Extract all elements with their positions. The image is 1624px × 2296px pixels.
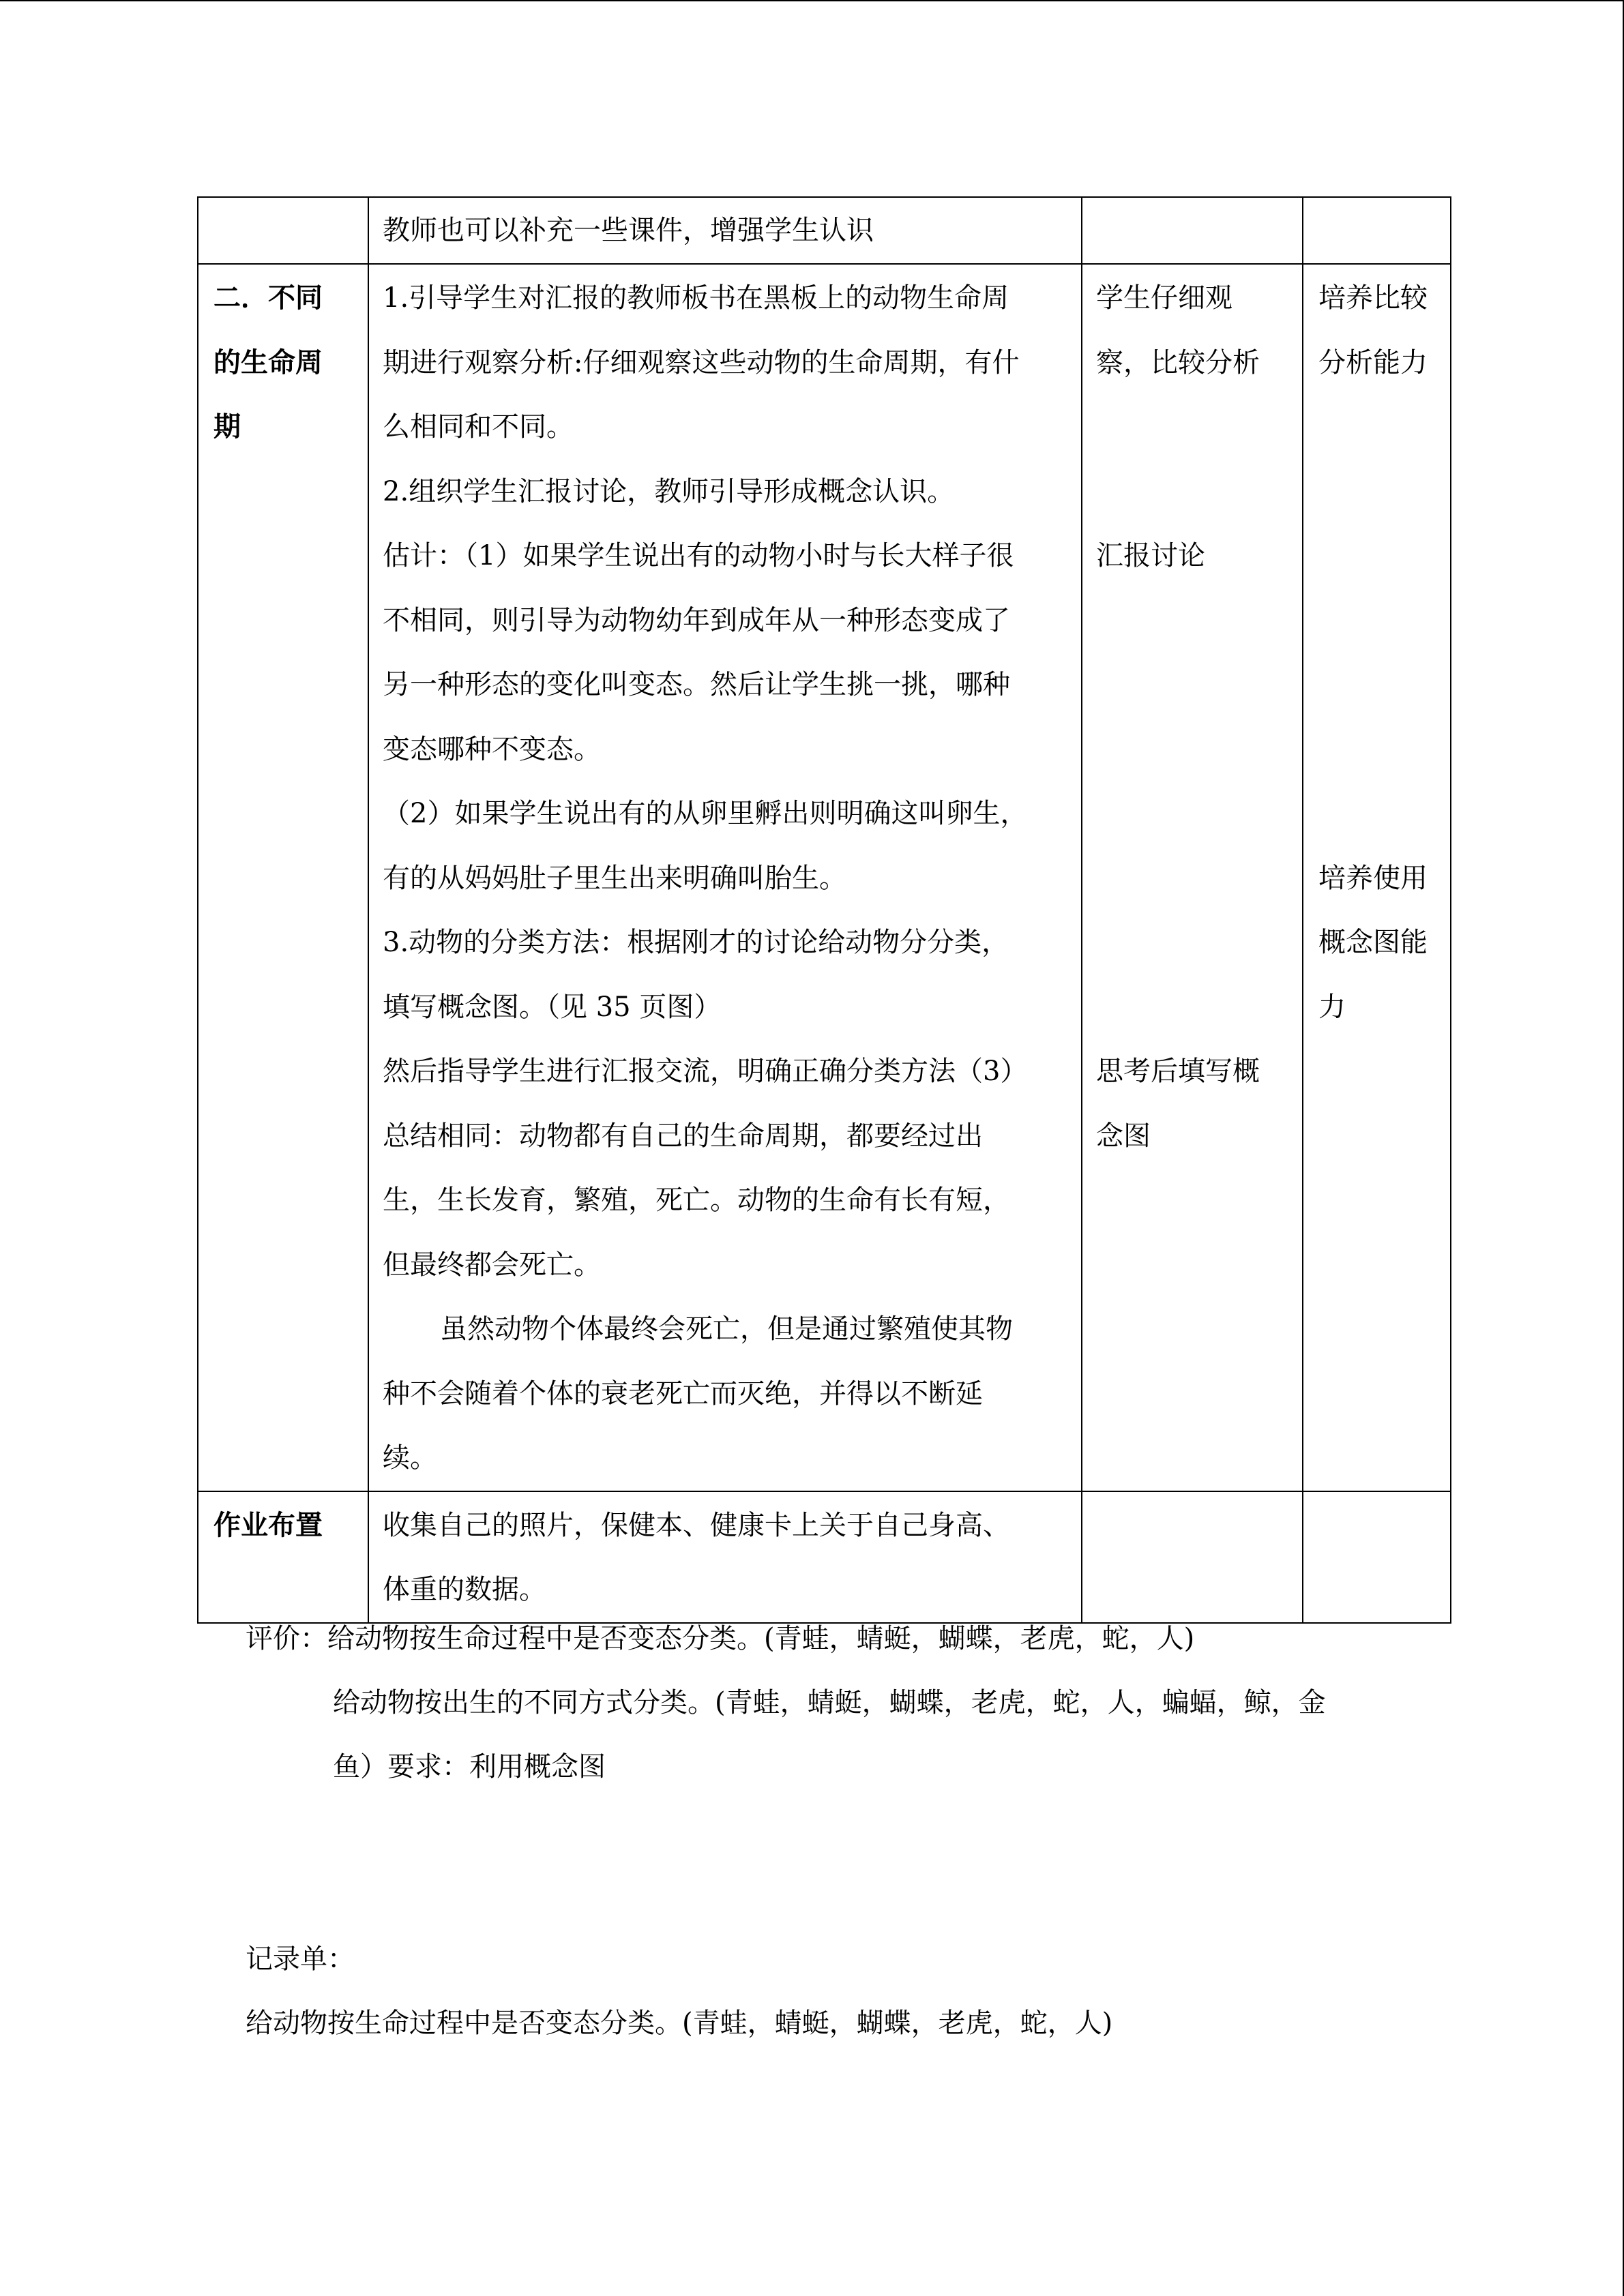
student-line: 思考后填写概 xyxy=(1096,1056,1260,1087)
activity-line: 期进行观察分析:仔细观察这些动物的生命周期，有什 xyxy=(383,346,1020,378)
activity-line: 1.引导学生对汇报的教师板书在黑板上的动物生命周 xyxy=(383,282,1009,314)
goal-line: 概念图能 xyxy=(1318,927,1428,958)
homework-line: 体重的数据。 xyxy=(383,1574,546,1605)
goal-cell xyxy=(1303,197,1451,264)
goal-line: 培养使用 xyxy=(1318,862,1428,894)
table-row xyxy=(198,1491,1451,1623)
stage-title-line: 的生命周 xyxy=(213,346,323,378)
lesson-plan-table xyxy=(197,196,1451,1624)
record-line: 给动物按生命过程中是否变态分类。(青蛙，蜻蜓，蝴蝶，老虎，蛇，人) xyxy=(246,2008,1113,2039)
activity-line: 变态哪种不变态。 xyxy=(383,733,601,765)
activity-line: 种不会随着个体的衰老死亡而灭绝，并得以不断延 xyxy=(383,1377,983,1410)
activity-line: 2.组织学生汇报讨论，教师引导形成概念认识。 xyxy=(383,475,955,507)
student-line: 汇报讨论 xyxy=(1096,540,1205,571)
evaluation-section xyxy=(246,1607,1326,1799)
student-line: 学生仔细观 xyxy=(1096,282,1232,314)
activity-line: 有的从妈妈肚子里生出来明确叫胎生。 xyxy=(383,862,846,894)
activity-line: 不相同，则引导为动物幼年到成年从一种形态变成了 xyxy=(383,604,1010,636)
activity-line: 么相同和不同。 xyxy=(383,411,574,443)
stage-title-line: 期 xyxy=(213,411,241,443)
student-line: 察，比较分析 xyxy=(1096,346,1260,378)
student-cell xyxy=(1082,197,1303,264)
stage-title-line: 二．不同 xyxy=(213,282,323,314)
goal-cell xyxy=(1303,264,1451,1491)
activity-line: 总结相同：动物都有自己的生命周期，都要经过出 xyxy=(383,1120,983,1152)
activity-line: 然后指导学生进行汇报交流，明确正确分类方法（3） xyxy=(383,1056,1028,1087)
activity-line: （2）如果学生说出有的从卵里孵出则明确这叫卵生， xyxy=(383,798,1028,829)
activity-line: 但最终都会死亡。 xyxy=(383,1249,601,1281)
record-section xyxy=(246,1927,1112,2055)
activity-line: 虽然动物个体最终会死亡，但是通过繁殖使其物 xyxy=(440,1313,1013,1345)
activity-cell xyxy=(368,197,1082,264)
activity-cell xyxy=(368,1491,1082,1623)
activity-text: 教师也可以补充一些课件，增强学生认识 xyxy=(383,215,874,246)
activity-line: 填写概念图。（见 35 页图） xyxy=(383,991,722,1023)
activity-line: 3.动物的分类方法：根据刚才的讨论给动物分分类， xyxy=(383,927,1009,958)
record-title: 记录单： xyxy=(246,1943,355,1975)
activity-line: 续。 xyxy=(383,1442,437,1474)
activity-cell xyxy=(368,264,1082,1491)
student-cell xyxy=(1082,264,1303,1491)
student-cell xyxy=(1082,1491,1303,1623)
table-row xyxy=(198,197,1451,264)
student-line: 念图 xyxy=(1096,1120,1151,1152)
homework-line: 收集自己的照片，保健本、健康卡上关于自己身高、 xyxy=(383,1509,1010,1541)
activity-line: 另一种形态的变化叫变态。然后让学生挑一挑，哪种 xyxy=(383,669,1010,700)
homework-title: 作业布置 xyxy=(213,1509,323,1541)
evaluation-line: 鱼）要求：利用概念图 xyxy=(333,1751,606,1783)
goal-line: 培养比较 xyxy=(1318,282,1428,314)
activity-line: 估计：（1）如果学生说出有的动物小时与长大样子很 xyxy=(383,540,1014,571)
evaluation-line: 给动物按出生的不同方式分类。(青蛙，蜻蜓，蝴蝶，老虎，蛇，人，蝙蝠，鲸，金 xyxy=(333,1687,1326,1718)
goal-line: 分析能力 xyxy=(1318,346,1428,378)
goal-cell xyxy=(1303,1491,1451,1623)
stage-cell xyxy=(198,197,368,264)
stage-cell xyxy=(198,264,368,1491)
activity-line: 生，生长发育，繁殖，死亡。动物的生命有长有短， xyxy=(383,1184,1010,1216)
stage-cell xyxy=(198,1491,368,1623)
goal-line: 力 xyxy=(1318,991,1346,1023)
table-row xyxy=(198,264,1451,1491)
evaluation-line: 评价：给动物按生命过程中是否变态分类。(青蛙，蜻蜓，蝴蝶，老虎，蛇，人) xyxy=(246,1623,1195,1654)
